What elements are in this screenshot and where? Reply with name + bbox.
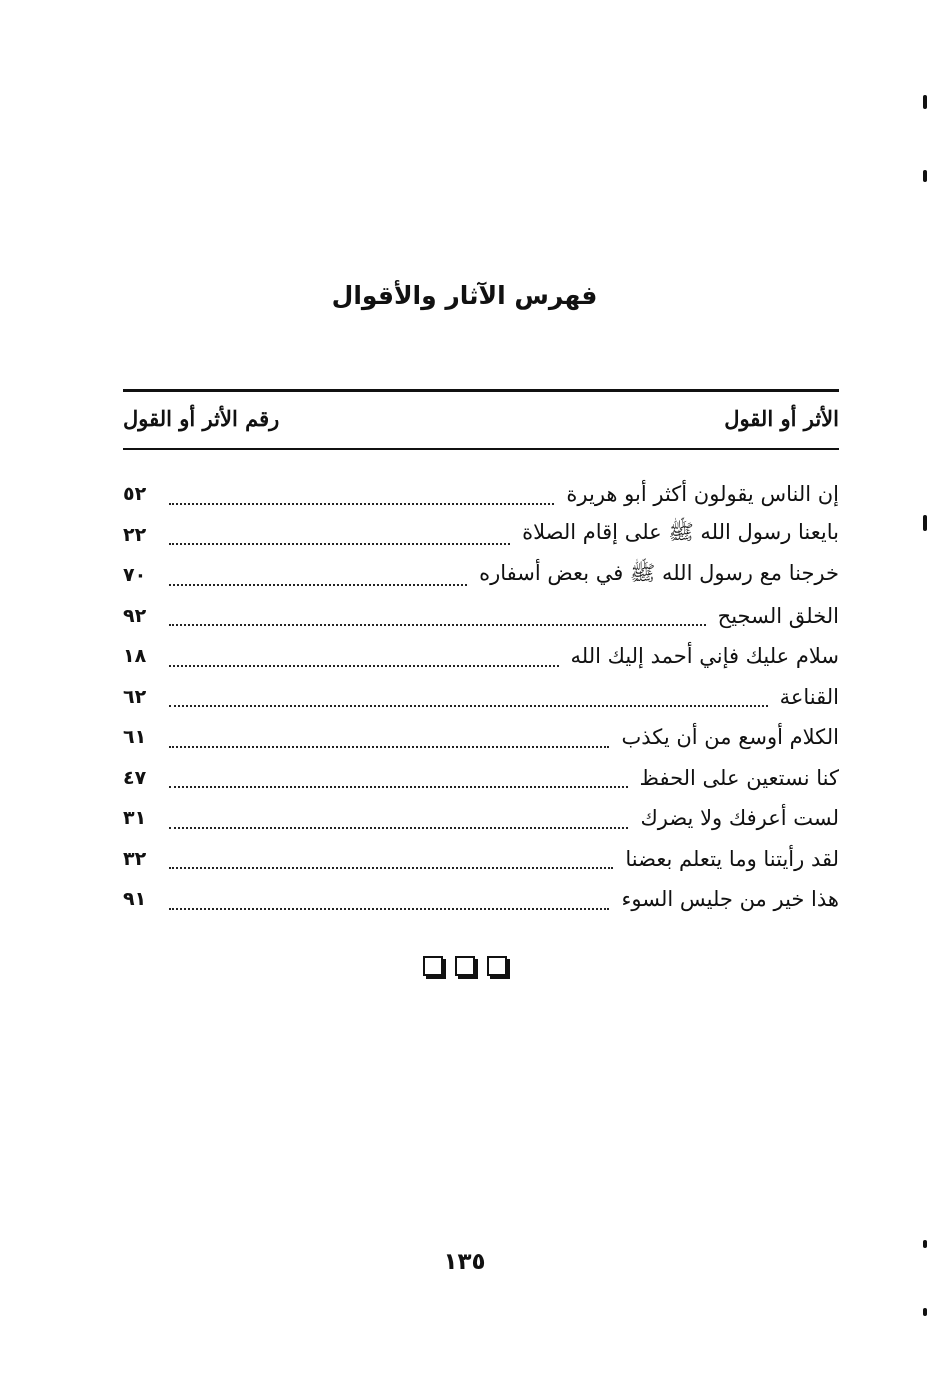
- list-item: [123, 717, 839, 758]
- entry-number: ٢٢: [123, 523, 147, 546]
- list-item: [123, 758, 839, 799]
- entry-number: ٣١: [123, 807, 147, 830]
- entry-number: ٦١: [123, 726, 147, 749]
- header-text-column: الأثر أو القول: [724, 405, 839, 431]
- square-ornament-icon: [423, 956, 443, 976]
- dot-leader: [169, 744, 609, 748]
- square-ornament-icon: [455, 956, 475, 976]
- list-item: [123, 636, 839, 677]
- list-item: [123, 839, 839, 880]
- list-item: [123, 677, 839, 718]
- entry-text: هذا خير من جليس السوء: [621, 887, 839, 912]
- list-item: [123, 879, 839, 920]
- dot-leader: [169, 622, 706, 626]
- dot-leader: [169, 865, 613, 869]
- list-item: [123, 515, 839, 556]
- scan-edge-mark: [923, 1240, 927, 1248]
- entry-number: ٣٢: [123, 847, 147, 870]
- section-end-ornament: [0, 956, 929, 976]
- entry-number: ٩٢: [123, 604, 147, 627]
- dot-leader: [169, 703, 768, 707]
- list-item: [123, 474, 839, 515]
- table-header: [123, 398, 839, 438]
- dot-leader: [169, 582, 467, 586]
- entry-number: ٧٠: [123, 564, 147, 587]
- entry-text: لست أعرفك ولا يضرك: [640, 806, 839, 831]
- page-number: ١٣٥: [443, 1249, 486, 1275]
- dot-leader: [169, 784, 628, 788]
- list-item: [123, 555, 839, 596]
- scan-edge-mark: [923, 170, 927, 182]
- entry-number: ١٨: [123, 645, 147, 668]
- entry-text: كنا نستعين على الحفظ: [639, 765, 839, 790]
- entry-number: ٥٢: [123, 483, 147, 506]
- table-top-rule: [123, 389, 839, 392]
- header-number-column: رقم الأثر أو القول: [123, 405, 280, 431]
- entry-text: الكلام أوسع من أن يكذب: [621, 725, 839, 750]
- entry-text: لقد رأيتنا وما يتعلم بعضنا: [625, 846, 839, 871]
- dot-leader: [169, 541, 510, 545]
- dot-leader: [169, 501, 554, 505]
- scan-edge-mark: [923, 1308, 927, 1316]
- entry-text: سلام عليك فإني أحمد إليك الله: [570, 644, 839, 669]
- entry-text: القناعة: [779, 684, 839, 709]
- table-header-rule: [123, 448, 839, 450]
- list-item: [123, 596, 839, 637]
- page-title: فهرس الآثار والأقوال: [331, 281, 598, 310]
- index-list: [123, 474, 839, 920]
- entry-text: الخلق السجيح: [717, 603, 839, 628]
- entry-number: ٤٧: [123, 766, 147, 789]
- entry-text: إن الناس يقولون أكثر أبو هريرة: [566, 482, 839, 507]
- scan-edge-mark: [923, 515, 927, 531]
- dot-leader: [169, 663, 559, 667]
- dot-leader: [169, 825, 628, 829]
- list-item: [123, 798, 839, 839]
- entry-text: خرجنا مع رسول الله ﷺ في بعض أسفاره: [479, 560, 839, 585]
- square-ornament-icon: [487, 956, 507, 976]
- entry-number: ٩١: [123, 888, 147, 911]
- entry-text: بايعنا رسول الله ﷺ على إقام الصلاة: [522, 520, 839, 545]
- entry-number: ٦٢: [123, 685, 147, 708]
- dot-leader: [169, 906, 609, 910]
- scan-edge-mark: [923, 95, 927, 109]
